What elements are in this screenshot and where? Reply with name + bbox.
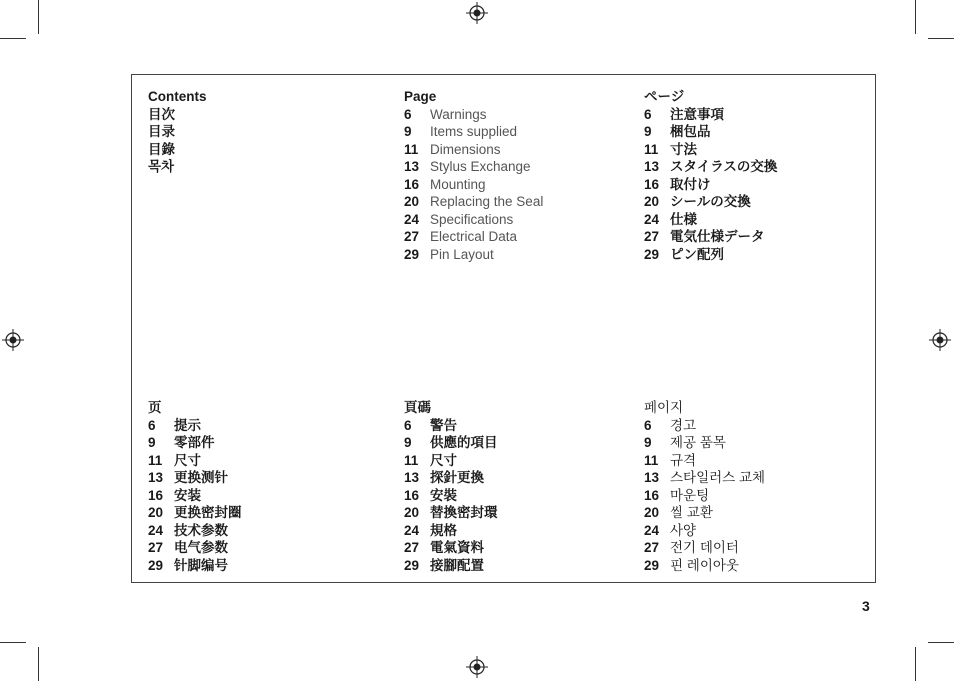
toc-page: 6	[404, 417, 412, 433]
toc-page: 20	[644, 194, 660, 209]
toc-entry[interactable]	[644, 211, 777, 229]
toc-page: 11	[644, 141, 659, 157]
toc-title: 電氣資料	[430, 540, 484, 555]
toc-title: Dimensions	[430, 141, 501, 157]
toc-title: 전기 데이터	[670, 540, 739, 555]
registration-mark-right-icon	[929, 329, 951, 351]
crop-mark-bottom-left-h	[0, 642, 26, 643]
toc-page: 9	[644, 124, 652, 139]
toc-title: 梱包品	[670, 124, 711, 139]
toc-title: シールの交換	[670, 194, 751, 209]
section-contents	[148, 88, 207, 176]
toc-page: 13	[404, 159, 420, 174]
toc-entry[interactable]	[404, 504, 498, 522]
toc-title: 提示	[174, 417, 201, 433]
toc-page: 13	[644, 159, 660, 174]
toc-page: 24	[148, 522, 164, 538]
toc-entry[interactable]	[404, 417, 498, 435]
toc-page: 29	[404, 246, 420, 262]
toc-page: 29	[644, 557, 660, 573]
toc-entry[interactable]	[404, 487, 498, 505]
toc-page: 29	[148, 557, 164, 573]
toc-entry[interactable]	[404, 539, 498, 557]
toc-entry[interactable]	[404, 193, 543, 211]
toc-page: 16	[148, 487, 164, 503]
toc-page: 11	[644, 452, 659, 468]
toc-entry[interactable]	[404, 452, 498, 470]
section-japanese	[644, 88, 777, 263]
toc-title: Pin Layout	[430, 246, 494, 262]
toc-title: Specifications	[430, 211, 514, 227]
toc-page: 24	[644, 211, 660, 227]
crop-mark-top-left-h	[0, 38, 26, 39]
toc-title: 핀 레이아웃	[670, 557, 739, 573]
toc-title: 警告	[430, 417, 457, 433]
section-korean	[644, 399, 765, 574]
toc-title: 取付け	[670, 176, 711, 192]
toc-title: Replacing the Seal	[430, 194, 544, 209]
section-traditional-chinese	[404, 399, 498, 574]
toc-title: 安装	[174, 487, 201, 503]
toc-title: 尺寸	[174, 452, 201, 468]
toc-entry[interactable]	[644, 452, 765, 470]
toc-page: 11	[404, 141, 419, 157]
section-english	[404, 88, 543, 263]
toc-title: Electrical Data	[430, 229, 518, 244]
toc-title: 씰 교환	[670, 505, 713, 520]
toc-entry[interactable]	[644, 123, 777, 141]
toc-entry[interactable]	[644, 504, 765, 522]
section-heading: 目次	[148, 106, 175, 122]
toc-entry[interactable]	[644, 417, 765, 435]
section-simplified-chinese	[148, 399, 242, 574]
toc-title: 寸法	[670, 141, 697, 157]
toc-title: Mounting	[430, 176, 486, 192]
toc-entry[interactable]	[644, 158, 777, 176]
toc-title: 更换密封圈	[174, 505, 242, 520]
toc-entry[interactable]	[644, 434, 765, 452]
toc-page: 16	[644, 487, 660, 503]
toc-entry[interactable]	[644, 106, 777, 124]
toc-page: 6	[148, 417, 156, 433]
toc-entry[interactable]	[148, 452, 242, 470]
toc-title: 更换测针	[174, 470, 228, 485]
section-heading: ページ	[644, 89, 685, 104]
crop-mark-top-right-v	[915, 0, 916, 34]
toc-page: 24	[404, 522, 420, 538]
toc-title: 探針更換	[430, 470, 484, 485]
toc-title: 安裝	[430, 487, 457, 503]
section-heading: 目录	[148, 124, 175, 139]
toc-page: 27	[404, 540, 420, 555]
toc-title: 仕様	[670, 211, 697, 227]
toc-title: Warnings	[430, 106, 487, 122]
toc-page: 27	[644, 229, 660, 244]
toc-entry[interactable]	[644, 539, 765, 557]
toc-page: 11	[148, 452, 163, 468]
toc-page: 27	[148, 540, 164, 555]
toc-page: 16	[404, 176, 420, 192]
toc-entry[interactable]	[404, 176, 543, 194]
toc-page: 20	[644, 505, 660, 520]
toc-page: 27	[644, 540, 660, 555]
toc-title: 스타일러스 교체	[670, 470, 766, 485]
section-heading: Contents	[148, 89, 207, 104]
toc-entry[interactable]	[404, 211, 543, 229]
toc-entry[interactable]	[148, 522, 242, 540]
toc-page: 29	[404, 557, 420, 573]
toc-page: 9	[404, 124, 412, 139]
toc-title: 替換密封環	[430, 505, 498, 520]
section-heading: 页	[148, 400, 162, 415]
toc-entry[interactable]	[644, 487, 765, 505]
toc-page: 29	[644, 246, 660, 262]
toc-entry[interactable]	[404, 228, 543, 246]
toc-entry[interactable]	[148, 434, 242, 452]
section-heading: 목차	[148, 159, 175, 174]
toc-title: 사양	[670, 522, 697, 538]
toc-page: 24	[404, 211, 420, 227]
toc-entry[interactable]	[404, 123, 543, 141]
registration-mark-bottom-icon	[466, 656, 488, 678]
toc-title: 경고	[670, 417, 697, 433]
crop-mark-bottom-right-h	[928, 642, 954, 643]
toc-entry[interactable]	[644, 193, 777, 211]
section-heading: 페이지	[644, 400, 684, 415]
toc-entry[interactable]	[404, 158, 543, 176]
toc-title: 供應的項目	[430, 435, 498, 450]
toc-page: 6	[644, 417, 652, 433]
toc-entry[interactable]	[404, 557, 498, 575]
toc-page: 9	[148, 435, 156, 450]
toc-entry[interactable]	[148, 469, 242, 487]
toc-title: 電気仕様データ	[670, 229, 765, 244]
toc-title: ピン配列	[670, 246, 724, 262]
toc-title: 마운팅	[670, 487, 710, 503]
toc-page: 27	[404, 229, 420, 244]
section-heading: Page	[404, 89, 437, 104]
toc-title: スタイラスの交換	[670, 159, 778, 174]
toc-entry[interactable]	[404, 434, 498, 452]
section-heading: 目錄	[148, 141, 175, 157]
toc-page: 13	[404, 470, 420, 485]
toc-entry[interactable]	[148, 539, 242, 557]
toc-page: 6	[404, 106, 412, 122]
toc-title: 电气参数	[174, 540, 228, 555]
toc-title: 零部件	[174, 435, 215, 450]
toc-entry[interactable]	[404, 522, 498, 540]
toc-entry[interactable]	[404, 141, 543, 159]
toc-page: 20	[404, 194, 420, 209]
toc-entry[interactable]	[644, 557, 765, 575]
crop-mark-top-right-h	[928, 38, 954, 39]
toc-title: 尺寸	[430, 452, 457, 468]
toc-title: Stylus Exchange	[430, 159, 531, 174]
toc-entry[interactable]	[644, 246, 777, 264]
toc-title: 技术参数	[174, 522, 228, 538]
toc-title: 接腳配置	[430, 557, 484, 573]
crop-mark-bottom-left-v	[38, 647, 39, 681]
toc-page: 9	[404, 435, 412, 450]
section-heading: 頁碼	[404, 400, 431, 415]
toc-entry[interactable]	[404, 469, 498, 487]
toc-entry[interactable]	[644, 141, 777, 159]
toc-page: 20	[148, 505, 164, 520]
toc-page: 11	[404, 452, 419, 468]
toc-page: 24	[644, 522, 660, 538]
toc-entry[interactable]	[644, 522, 765, 540]
toc-entry[interactable]	[404, 106, 543, 124]
toc-entry[interactable]	[404, 246, 543, 264]
page-number: 3	[862, 598, 870, 614]
toc-page: 13	[644, 470, 660, 485]
toc-entry[interactable]	[148, 504, 242, 522]
toc-page: 16	[644, 176, 660, 192]
toc-page: 6	[644, 106, 652, 122]
toc-title: Items supplied	[430, 124, 518, 139]
toc-title: 규격	[670, 452, 697, 468]
crop-mark-top-left-v	[38, 0, 39, 34]
toc-page: 9	[644, 435, 652, 450]
toc-title: 针脚编号	[174, 557, 228, 573]
registration-mark-top-icon	[466, 2, 488, 24]
toc-entry[interactable]	[644, 176, 777, 194]
toc-entry[interactable]	[148, 557, 242, 575]
toc-entry[interactable]	[148, 487, 242, 505]
toc-entry[interactable]	[148, 417, 242, 435]
toc-entry[interactable]	[644, 469, 765, 487]
toc-page: 20	[404, 505, 420, 520]
toc-page: 13	[148, 470, 164, 485]
toc-title: 제공 품목	[670, 435, 726, 450]
crop-mark-bottom-right-v	[915, 647, 916, 681]
registration-mark-left-icon	[2, 329, 24, 351]
toc-title: 規格	[430, 522, 457, 538]
toc-title: 注意事項	[670, 106, 724, 122]
toc-entry[interactable]	[644, 228, 777, 246]
toc-page: 16	[404, 487, 420, 503]
